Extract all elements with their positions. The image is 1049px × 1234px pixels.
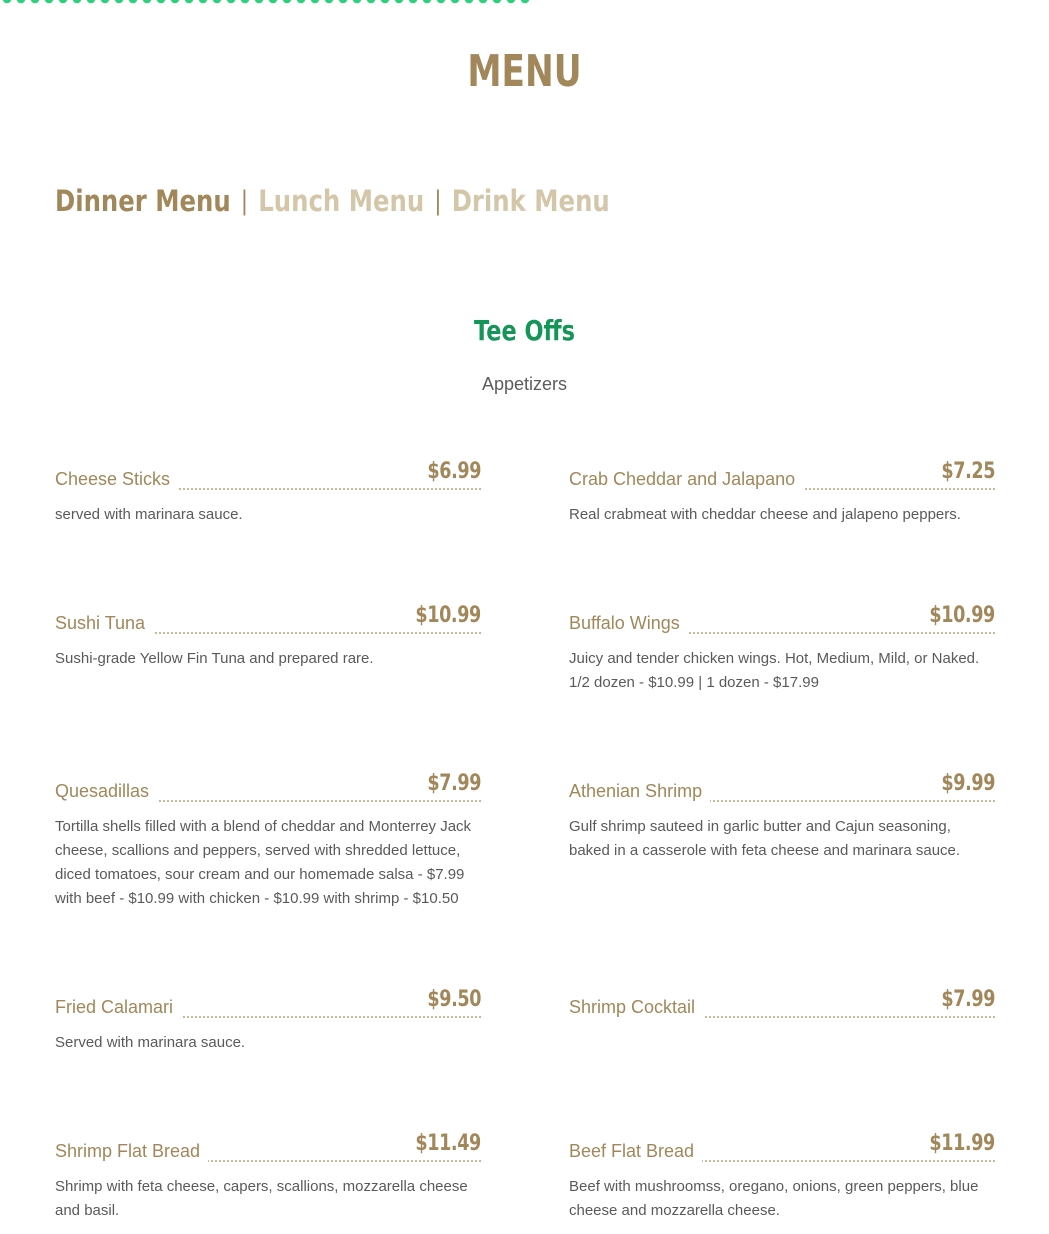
item-price: $9.50 <box>423 987 481 1012</box>
item-description: Shrimp with feta cheese, capers, scallions, mozzarella cheese and basil. <box>55 1178 468 1219</box>
tab-drink-menu[interactable]: Drink Menu <box>451 184 610 218</box>
page-title: MENU <box>467 46 582 97</box>
item-price: $9.99 <box>937 771 995 796</box>
item-price: $10.99 <box>925 603 995 628</box>
tab-lunch-menu[interactable]: Lunch Menu <box>258 184 425 218</box>
item-price: $7.99 <box>423 771 481 796</box>
tab-separator: | <box>240 186 249 216</box>
item-name: Athenian Shrimp <box>569 781 710 802</box>
item-description: Served with marinara sauce. <box>55 1034 246 1051</box>
item-price: $7.25 <box>937 459 995 484</box>
item-description: served with marinara sauce. <box>55 506 243 523</box>
item-description: Juicy and tender chicken wings. Hot, Medium, Mild, or Naked. 1/2 dozen - $10.99 | 1 dozen - $17.99 <box>569 650 980 691</box>
menu-item <box>55 987 481 1055</box>
item-name: Crab Cheddar and Jalapano <box>569 469 803 490</box>
menu-item <box>569 987 995 1031</box>
item-name: Shrimp Flat Bread <box>55 1141 208 1162</box>
item-name: Buffalo Wings <box>569 613 688 634</box>
item-name: Sushi Tuna <box>55 613 153 634</box>
item-name: Shrimp Cocktail <box>569 997 703 1018</box>
section-title: Tee Offs <box>473 314 575 347</box>
item-description: Real crabmeat with cheddar cheese and jalapeno peppers. <box>569 506 961 523</box>
tab-dinner-menu[interactable]: Dinner Menu <box>55 184 231 218</box>
menu-item <box>55 1131 481 1223</box>
item-description: Sushi-grade Yellow Fin Tuna and prepared rare. <box>55 650 374 667</box>
item-name: Quesadillas <box>55 781 157 802</box>
menu-item <box>569 603 995 695</box>
item-price: $11.49 <box>411 1131 481 1156</box>
menu-item <box>55 459 481 527</box>
menu-item <box>55 603 481 671</box>
tab-separator: | <box>434 186 442 216</box>
section-subtitle: Appetizers <box>481 374 568 394</box>
menu-item <box>55 771 481 911</box>
item-name: Cheese Sticks <box>55 469 178 490</box>
menu-item <box>569 459 995 527</box>
menu-tabs <box>55 184 610 224</box>
decorative-border <box>0 0 530 6</box>
item-price: $7.99 <box>937 987 995 1012</box>
item-price: $11.99 <box>925 1131 995 1156</box>
menu-item <box>569 771 995 863</box>
item-description: Gulf shrimp sauteed in garlic butter and Cajun seasoning, baked in a casserole with feta cheese and marinara sauce. <box>569 818 961 859</box>
item-description: Tortilla shells filled with a blend of cheddar and Monterrey Jack cheese, scallions and peppers, served with shredded lettuce, diced tomatoes, sour cream and our homemade salsa - $7.99 with beef - $10.99 with chicken - $10.99 with shrimp - $10.50 <box>55 818 472 907</box>
item-description: Beef with mushroomss, oregano, onions, green peppers, blue cheese and mozzarella cheese. <box>569 1178 979 1219</box>
menu-item <box>569 1131 995 1223</box>
item-price: $10.99 <box>411 603 481 628</box>
item-name: Beef Flat Bread <box>569 1141 702 1162</box>
item-name: Fried Calamari <box>55 997 181 1018</box>
item-price: $6.99 <box>423 459 481 484</box>
